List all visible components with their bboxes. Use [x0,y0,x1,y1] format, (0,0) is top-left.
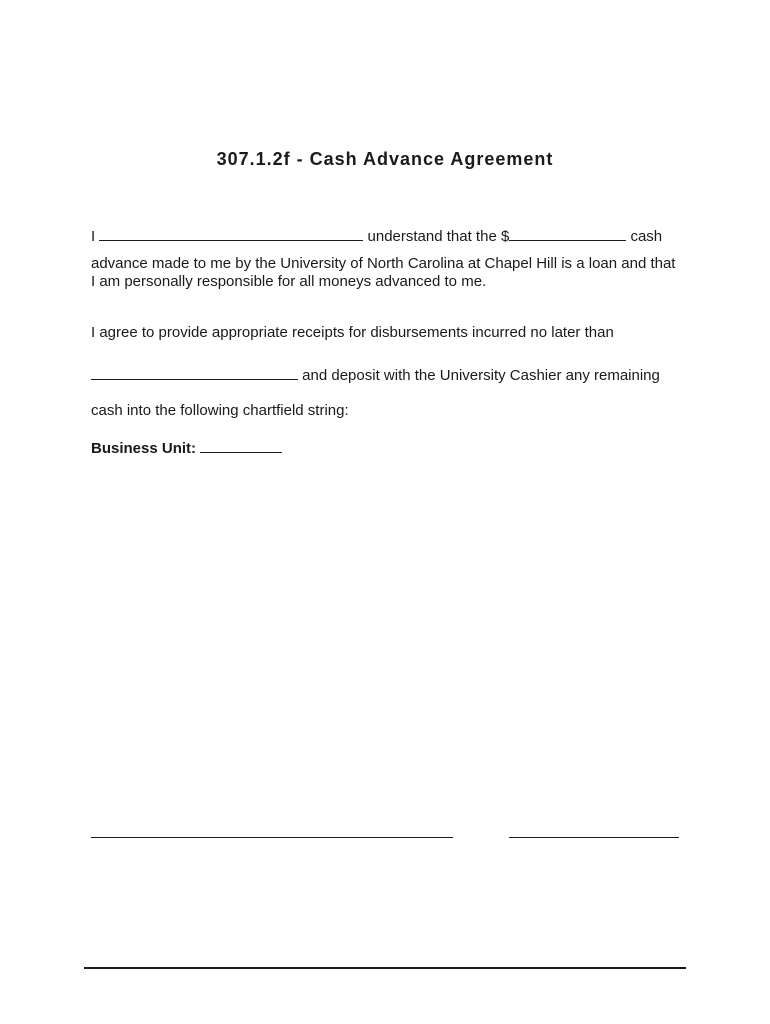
amount-blank[interactable] [509,226,626,241]
understand-text: understand that the $ [367,228,510,245]
document-title: 307.1.2f - Cash Advance Agreement [216,149,554,169]
paragraph-2-line-1: I agree to provide appropriate receipts for disbursements incurred no later than [91,324,614,341]
paragraph-1-line-1 [91,226,662,246]
paragraph-1-line-3: I am personally responsible for all moneys advanced to me. [91,273,487,290]
footer-rule [84,967,686,969]
business-unit-blank[interactable] [200,438,282,453]
business-unit-label: Business Unit: [91,440,197,457]
deposit-text: and deposit with the University Cashier any remaining [302,367,660,384]
cash-text: cash [630,228,663,245]
business-unit-row [91,438,282,458]
paragraph-1-line-2: advance made to me by the University of North Carolina at Chapel Hill is a loan and that [91,255,676,272]
date-blank[interactable] [91,365,298,380]
name-blank[interactable] [99,226,363,241]
paragraph-2-line-2 [91,365,660,385]
paragraph-2-line-3: cash into the following chartfield string: [91,402,349,419]
date-signature-line[interactable] [509,837,679,838]
pronoun-i: I [91,228,96,245]
signature-line[interactable] [91,837,453,838]
